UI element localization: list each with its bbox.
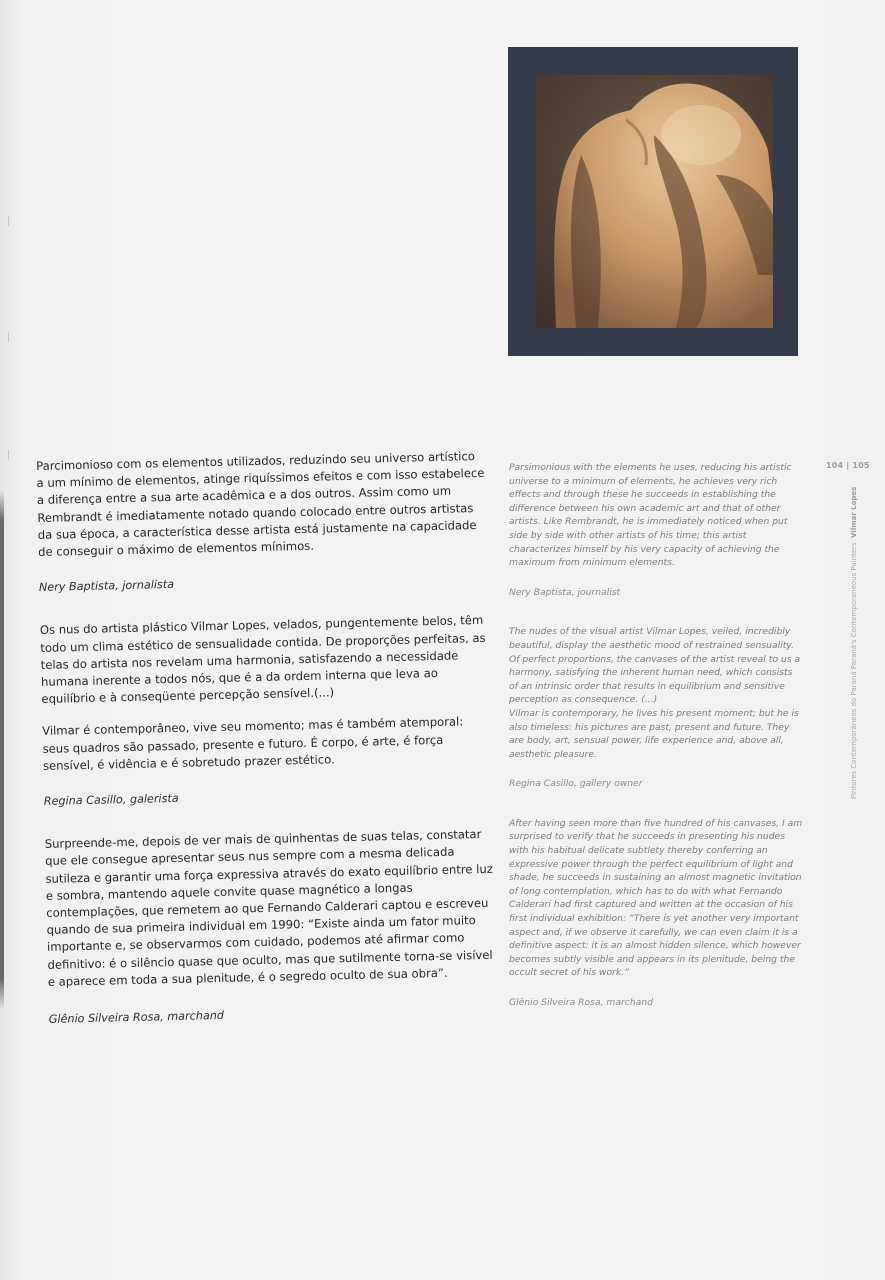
pt-quote-2b: Vilmar é contemporâneo, vive seu momento; mas é também atemporal: seus quadros são passado, presente e futuro. É corpo, é arte, é força sensível, é vidência e é sobretudo prazer estético. [42, 714, 464, 773]
en-signature-3: Glênio Silveira Rosa, marchand [509, 997, 653, 1008]
english-column [509, 461, 803, 1010]
pt-quote-2a: Os nus do artista plástico Vilmar Lopes, velados, pungentemente belos, têm todo um clima estético de sensualidade contida. De proporções perfeitas, as telas do artista nos revelam uma harmonia, satisfazendo a necessidade humana inerente a todos nós, que é a da ordem interna que leva ao equilíbrio e à conseqüente percepção sensível.(...) [39, 613, 486, 707]
nude-back-painting [536, 75, 773, 328]
en-quote-2a: The nudes of the visual artist Vilmar Lopes, veiled, incredibly beautiful, display the aesthetic mood of restrained sensuality. Of perfect proportions, the canvases of the artist reveal to us a harmony, satisfying the inherent human need, which consists of an intrinsic order that results in equilibrium and sensitive perception as consequence. (...) [509, 626, 801, 706]
pt-signature-2: Regina Casillo, galerista [43, 791, 179, 808]
pt-signature-3: Glênio Silveira Rosa, marchand [48, 1008, 225, 1026]
painting-image [536, 75, 773, 328]
margin-tick [8, 450, 9, 460]
pt-quote-1: Parcimonioso com os elementos utilizados, reduzindo seu universo artístico a um mínimo de elementos, atinge riquíssimos efeitos e com isso estabelece a diferença entre a sua arte acadêmica e a dos outros. Assim como um Rembrandt é imediatamente notado quando colocado entre outros artistas da sua época, a característica desse artista está justamente na capacidade de conseguir o máximo de elementos mínimos. [36, 449, 485, 559]
running-head-artist: Vilmar Lopes [850, 487, 858, 539]
en-quote-2b: Vilmar is contemporary, he lives his present moment; but he is also timeless: his pictures are past, present and future. They are body, art, sensual power, life experience and, above all, aesthetic pleasure. [509, 707, 799, 760]
binding-shadow [0, 490, 4, 1010]
page-numbers: 104 | 105 [826, 461, 870, 470]
margin-tick [8, 332, 9, 342]
pt-quote-3: Surpreende-me, depois de ver mais de quinhentas de suas telas, constatar que ele consegue apresentar seus nus sempre com a mesma delicada sutileza e garantir uma força expressiva através do exato equilíbrio entre luz e sombra, mantendo aquele convite quase magnético a longas contemplações, que remetem ao que Fernando Calderari captou e escreveu quando de sua primeira individual em 1990: “Existe ainda um fator muito importante e, se observarmos com cuidado, podemos até afirmar como definitivo: é o silêncio quase que oculto, mas que sutilmente torna-se visível e aparece em toda a sua plenitude, é o segredo oculto de sua obra”. [44, 827, 493, 989]
portuguese-column [36, 448, 497, 1028]
en-quote-1: Parsimonious with the elements he uses, reducing his artistic universe to a minimum of elements, he achieves very rich effects and through these he succeeds in establishing the difference between his own academic art and that of other artists. Like Rembrandt, he is immediately noticed when put side by side with other artists of his time; this artist characterizes himself by his very capacity of achieving the maximum from minimum elements. [509, 462, 792, 569]
en-signature-2: Regina Casillo, gallery owner [509, 778, 643, 790]
running-head-publication: Pintores Contemporâneos do Paraná Paraná's Contemporaneous Painters [850, 542, 858, 800]
en-quote-3: After having seen more than five hundred of his canvases, I am surprised to verify that he succeeds in presenting his nudes with his habitual delicate subtlety thereby conferring an expressive power through the perfect equilibrium of light and shade, he succeeds in sustaining an almost magnetic invitation of long contemplation, which has to do with what Fernando Calderari had first captured and written at the occasion of his first individual exhibition: “There is yet another very important aspect and, if we observe it carefully, we can even claim it is a definitive aspect: it is an almost hidden silence, which however becomes subtly visible and appears in its plenitude, being the occult secret of his work.” [509, 817, 803, 979]
painting-frame [508, 47, 798, 356]
running-head [850, 487, 858, 842]
pt-signature-1: Nery Baptista, jornalista [38, 578, 175, 595]
en-signature-1: Nery Baptista, journalist [509, 586, 621, 598]
margin-tick [8, 216, 9, 226]
